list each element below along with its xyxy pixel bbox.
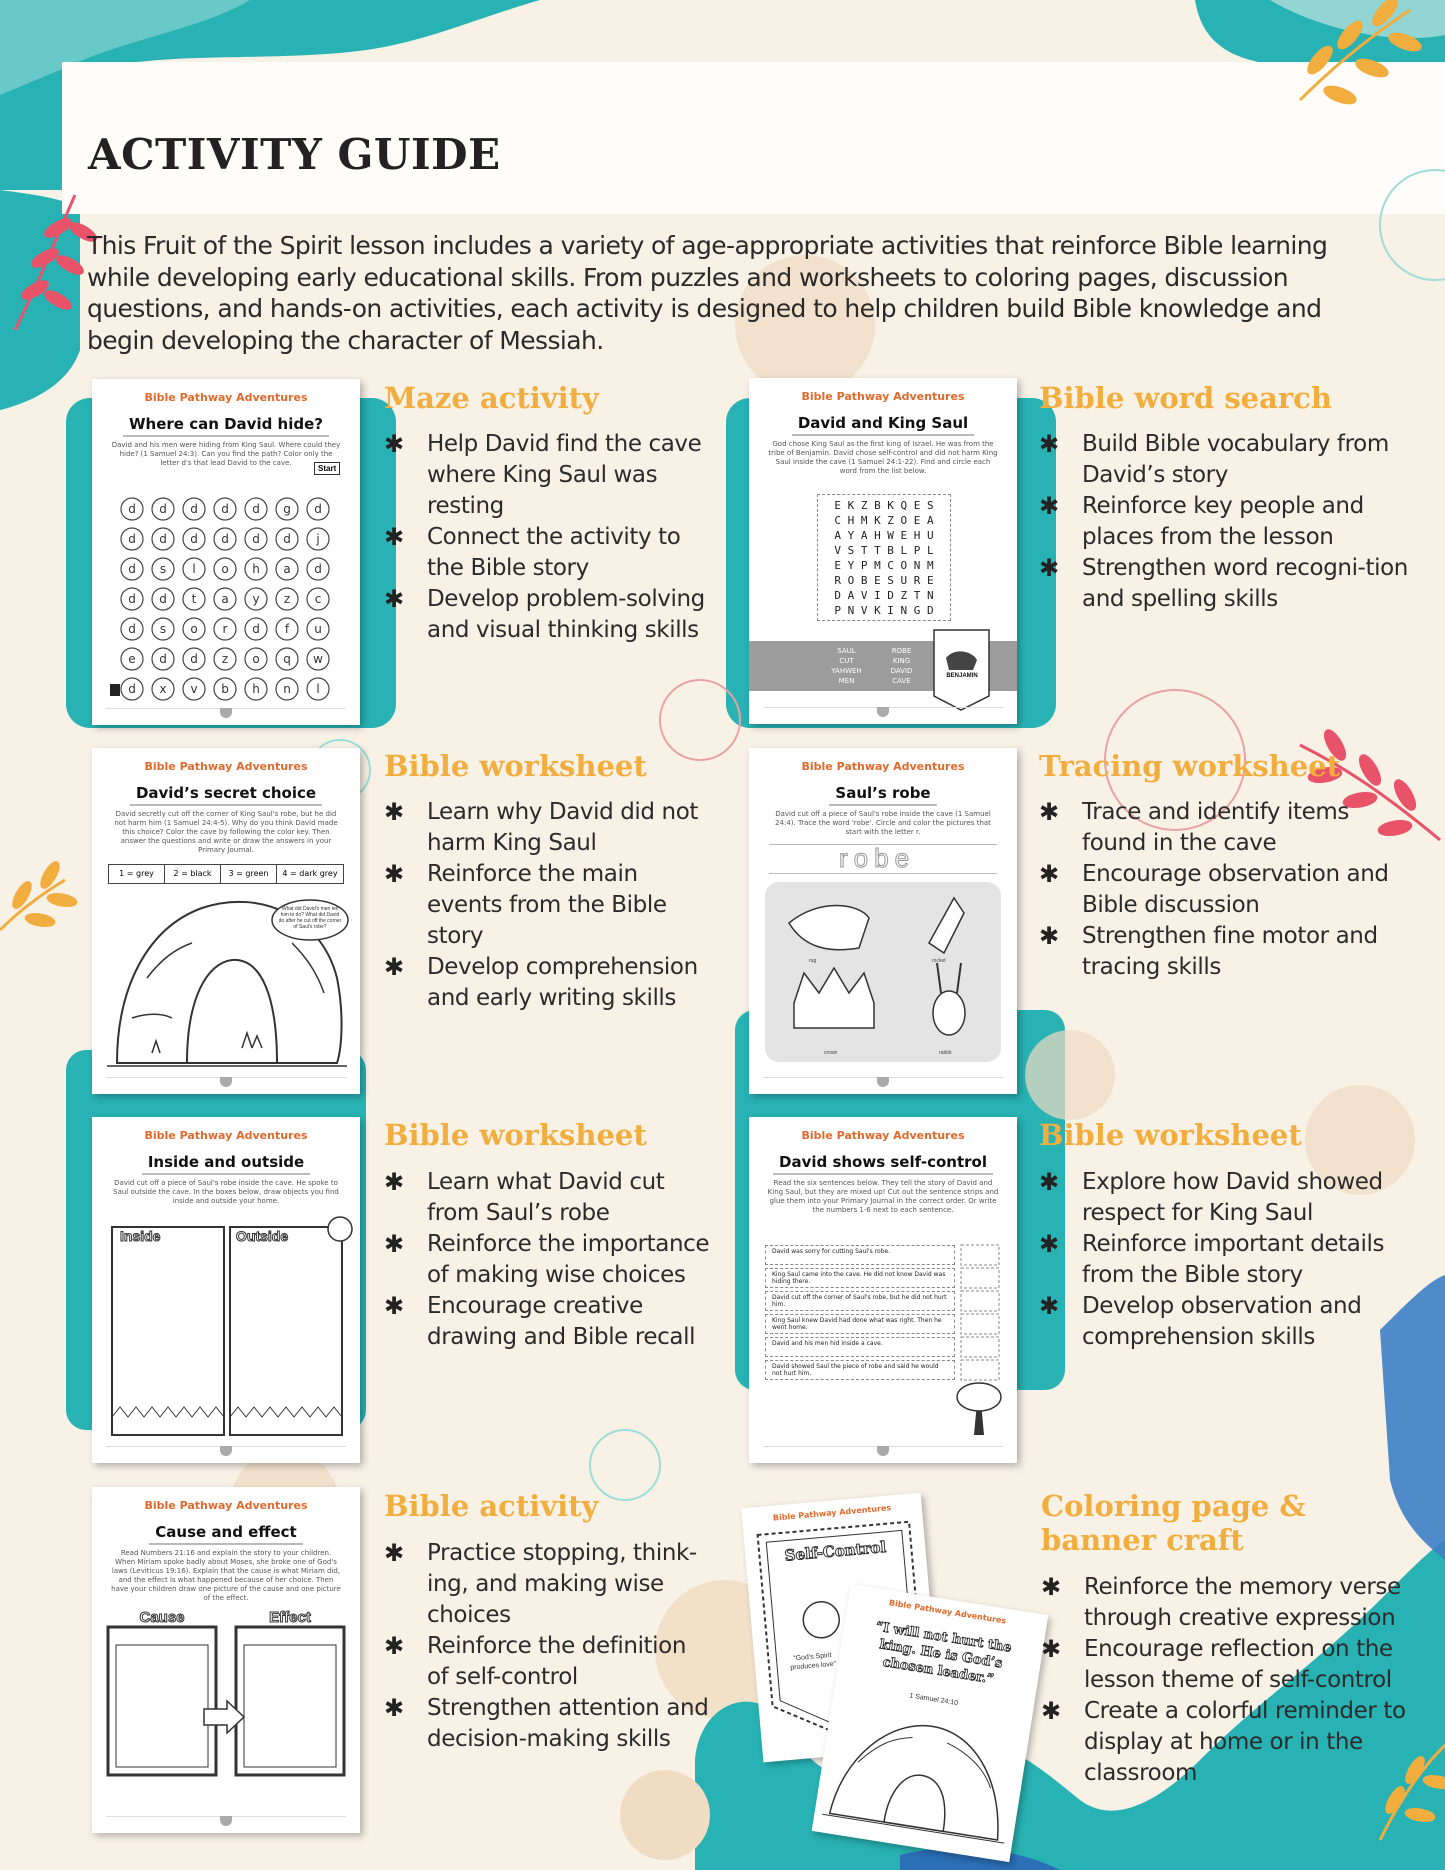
svg-text:d: d	[159, 592, 167, 606]
bullet-item: ✱ Create a colorful reminder to display at home or in the classroom	[1041, 1696, 1411, 1789]
brand-logo: Bible Pathway Adventures	[888, 1598, 1007, 1626]
svg-text:f: f	[284, 622, 290, 636]
sentence-strip: David showed Saul the piece of robe and said he would not hurt him.	[765, 1360, 955, 1380]
page-title: ACTIVITY GUIDE	[88, 130, 501, 179]
bullet-item: ✱ Develop observation and comprehension skills	[1039, 1291, 1409, 1353]
svg-text:d: d	[159, 502, 167, 516]
word-grid-row: P N V K I N G D	[834, 604, 934, 617]
word-grid-row: R O B E S U R E	[834, 574, 934, 587]
svg-text:e: e	[128, 652, 136, 666]
bullet-item: ✱ Reinforce key people and places from the lesson	[1039, 491, 1409, 553]
svg-text:d: d	[128, 532, 136, 546]
svg-text:a: a	[221, 592, 229, 606]
bullet-item: ✱ Reinforce important details from the Bible story	[1039, 1229, 1409, 1291]
svg-text:d: d	[221, 502, 229, 516]
svg-text:d: d	[159, 532, 167, 546]
word-list-item: YAHWEH	[831, 667, 862, 675]
box-label-inside: Inside	[120, 1228, 161, 1244]
svg-text:d: d	[252, 532, 260, 546]
box-label-effect: Effect	[269, 1609, 311, 1626]
bullet-list	[384, 1538, 714, 1755]
sauls-robe-thumbnail	[749, 748, 1017, 1094]
word-grid-row: E K Z B K Q E S	[834, 499, 934, 512]
inside-outside-thumbnail	[92, 1117, 360, 1463]
bullet-item: ✱ Reinforce the main events from the Bible story	[384, 859, 714, 952]
svg-text:d: d	[221, 532, 229, 546]
section-title: Bible activity	[384, 1489, 599, 1523]
svg-text:s: s	[159, 622, 167, 636]
worksheet-instructions: Read the six sentences below. They tell the story of David and King Saul, but they are mixed up! Cut out the sentence strips and glue them into your Primary Journal in the correct order. Or write the numbers 1-6 next to each sentence.	[767, 1179, 999, 1214]
svg-text:z: z	[283, 592, 291, 606]
banner-label: BENJAMIN	[946, 673, 978, 679]
svg-text:v: v	[190, 682, 198, 696]
word-list-item: ROBE	[891, 647, 912, 655]
word-grid-row: A Y A H W E H U	[834, 529, 934, 542]
svg-text:g: g	[283, 502, 291, 516]
bullet-list	[1039, 797, 1409, 983]
svg-text:s: s	[159, 562, 167, 576]
brand-logo: Bible Pathway Adventures	[144, 1129, 308, 1142]
worksheet-title: David and King Saul	[792, 414, 974, 436]
svg-text:d: d	[128, 622, 136, 636]
svg-text:d: d	[128, 592, 136, 606]
bullet-item: ✱ Reinforce the memory verse through creative expression	[1041, 1572, 1411, 1634]
start-label: Start	[314, 462, 340, 475]
bullet-item: ✱ Strengthen fine motor and tracing skills	[1039, 921, 1409, 983]
sentence-strip: King Saul knew David had done what was right. Then he went home.	[765, 1314, 955, 1334]
secret-choice-thumbnail	[92, 748, 360, 1094]
sentence-strip: King Saul came into the cave. He did not know David was hiding there.	[765, 1268, 955, 1288]
svg-text:d: d	[128, 502, 136, 516]
bullet-item: ✱ Build Bible vocabulary from David’s story	[1039, 429, 1409, 491]
bullet-list	[384, 1167, 714, 1353]
worksheet-title: Where can David hide?	[123, 415, 329, 437]
bullet-item: ✱ Reinforce the definition of self-control	[384, 1631, 714, 1693]
box-label-cause: Cause	[139, 1609, 185, 1626]
worksheet-title: Cause and effect	[149, 1523, 302, 1545]
word-list-item: CAVE	[892, 677, 911, 685]
section-title: Bible word search	[1039, 381, 1332, 415]
sentence-strip: David and his men hid inside a cave.	[765, 1337, 955, 1357]
svg-text:r: r	[222, 622, 228, 636]
cause-effect-boxes	[92, 1487, 360, 1833]
word-list-item: SAUL	[837, 647, 856, 655]
svg-text:d: d	[190, 652, 198, 666]
bullet-item: ✱ Explore how David showed respect for King Saul	[1039, 1167, 1409, 1229]
brand-logo: Bible Pathway Adventures	[801, 760, 965, 773]
worksheet-instructions: David cut off a piece of Saul's robe inside the cave. He spoke to Saul outside the cave. In the boxes below, draw objects you find inside and outside your home.	[113, 1179, 339, 1205]
svg-text:l: l	[316, 682, 320, 696]
bullet-item: ✱ Strengthen word recogni-tion and spelling skills	[1039, 553, 1409, 615]
bullet-list	[1041, 1572, 1411, 1789]
cave-coloring-icon	[812, 1584, 1049, 1862]
section-title: Bible worksheet	[384, 749, 647, 783]
color-key-item: 4 = dark grey	[282, 869, 338, 878]
svg-text:d: d	[190, 502, 198, 516]
svg-text:d: d	[252, 502, 260, 516]
color-key-item: 1 = grey	[109, 865, 165, 883]
bullet-item: ✱ Develop comprehension and early writing skills	[384, 952, 714, 1014]
brand-logo: Bible Pathway Adventures	[801, 390, 965, 403]
color-key-item: 2 = black	[165, 865, 221, 883]
section-title: Bible worksheet	[1039, 1118, 1302, 1152]
banner-title: Self-Control	[783, 1537, 887, 1565]
svg-text:u: u	[314, 622, 322, 636]
bullet-item: ✱ Develop problem-solving and visual thinking skills	[384, 584, 714, 646]
bullet-item: ✱ Connect the activity to the Bible story	[384, 522, 714, 584]
picture-label: rug	[809, 958, 817, 964]
brand-logo: Bible Pathway Adventures	[144, 1499, 308, 1512]
svg-text:c: c	[314, 592, 322, 606]
trace-word: robe	[769, 844, 997, 874]
svg-text:z: z	[221, 652, 229, 666]
svg-text:h: h	[252, 562, 260, 576]
box-label-outside: Outside	[236, 1228, 289, 1244]
maze-worksheet-thumbnail	[92, 379, 360, 725]
svg-text:b: b	[221, 682, 229, 696]
svg-text:d: d	[252, 622, 260, 636]
bullet-item: ✱ Strengthen attention and decision-making skills	[384, 1693, 714, 1755]
bullet-list	[1039, 429, 1409, 615]
picture-label: rabbit	[939, 1050, 952, 1056]
word-grid-row: E Y P M C O N M	[834, 559, 934, 572]
word-list-item: MEN	[838, 677, 855, 685]
word-list-item: CUT	[839, 657, 854, 665]
intro-paragraph: This Fruit of the Spirit lesson includes a variety of age-appropriate activities that reinforce Bible learning while developing early educational skills. From puzzles and worksheets to coloring pages, discussion questions, and hands-on activities, each activity is designed to help children build Bible knowledge and begin developing the character of Messiah.	[87, 231, 1328, 355]
word-list-item: DAVID	[890, 667, 913, 675]
worksheet-title: Inside and outside	[142, 1153, 310, 1175]
worksheet-instructions: David secretly cut off the corner of King Saul's robe, but he did not harm him (1 Samuel 24:4-5). Why do you think David made this choice? Color the cave by following the color key. Then answer the questions and write or draw the answers in your Primary Journal.	[114, 810, 338, 854]
section-title: Maze activity	[384, 381, 599, 415]
speech-bubble-text: What did David's men tell him to do? What did David do after he cut off the corner of Saul's robe?	[278, 906, 342, 930]
brand-logo: Bible Pathway Adventures	[801, 1129, 965, 1142]
svg-text:y: y	[252, 592, 260, 606]
svg-text:t: t	[191, 592, 197, 606]
section-title: Bible worksheet	[384, 1118, 647, 1152]
word-grid-row: D A V I D Z T N	[834, 589, 934, 602]
worksheet-title: Saul’s robe	[829, 784, 936, 806]
cause-effect-thumbnail	[92, 1487, 360, 1833]
sentence-strip: David was sorry for cutting Saul's robe.	[765, 1245, 955, 1265]
banner-verse: “God's Spirit produces love”	[790, 1652, 837, 1672]
svg-text:d: d	[159, 652, 167, 666]
svg-text:a: a	[283, 562, 291, 576]
svg-text:q: q	[283, 652, 291, 666]
section-title: Coloring page & banner craft	[1041, 1489, 1306, 1557]
svg-text:l: l	[192, 562, 196, 576]
svg-text:o: o	[252, 652, 260, 666]
svg-text:w: w	[313, 652, 323, 666]
worksheet-instructions: God chose King Saul as the first king of Israel. He was from the tribe of Benjamin. David chose self-control and did not harm King Saul inside the cave (1 Samuel 24:1-22). Find and circle each word from the list below.	[768, 440, 998, 475]
bullet-item: ✱ Encourage observation and Bible discussion	[1039, 859, 1409, 921]
word-list-item: KING	[892, 657, 911, 665]
bullet-item: ✱ Help David find the cave where King Saul was resting	[384, 429, 714, 522]
svg-text:d: d	[128, 682, 136, 696]
picture-label: rocket	[932, 958, 946, 964]
section-title: Tracing worksheet	[1039, 749, 1341, 783]
memory-verse: “I will not hurt the king. He is God’s chosen leader.”	[874, 1619, 1013, 1688]
bullet-item: ✱ Reinforce the importance of making wise choices	[384, 1229, 714, 1291]
picture-label: crown	[824, 1050, 838, 1056]
svg-text:o: o	[190, 622, 198, 636]
word-grid-row: V S T T B L P L	[834, 544, 934, 557]
svg-text:o: o	[221, 562, 229, 576]
sentence-strip: David cut off the corner of Saul's robe, but he did not hurt him.	[765, 1291, 955, 1311]
memory-verse-coloring-thumbnail	[812, 1584, 1049, 1862]
two-drawing-boxes	[92, 1117, 360, 1463]
maze-letter-grid	[92, 379, 360, 725]
svg-text:j: j	[316, 532, 320, 546]
verse-reference: 1 Samuel 24:10	[908, 1692, 959, 1708]
bullet-item: ✱ Trace and identify items found in the cave	[1039, 797, 1409, 859]
bullet-item: ✱ Practice stopping, think-ing, and making wise choices	[384, 1538, 714, 1631]
worksheet-instructions: David and his men were hiding from King Saul. Where could they hide? (1 Samuel 24:3). Can you find the path? Color only the letter d's that lead David to the cave.	[111, 441, 341, 467]
color-key-item: 3 = green	[221, 865, 277, 883]
worksheet-instructions: David cut off a piece of Saul's robe inside the cave (1 Samuel 24:4). Trace the word 'robe'. Circle and color the pictures that start with the letter r.	[775, 810, 991, 836]
worksheet-instructions: Read Numbers 21:16 and explain the story to your children. When Miriam spoke badly about Moses, she broke one of God's laws (Leviticus 19:16). Explain that the cause is what Miriam did, and the effect is what happened because of her choice. Then have your children draw one picture of the cause and one picture of the effect.	[111, 1549, 341, 1602]
bullet-item: ✱ Learn why David did not harm King Saul	[384, 797, 714, 859]
word-grid-row: C H M K Z O E A	[834, 514, 934, 527]
svg-text:x: x	[159, 682, 167, 696]
word-search-thumbnail	[749, 378, 1017, 724]
bullet-item: ✱ Encourage reflection on the lesson theme of self-control	[1041, 1634, 1411, 1696]
worksheet-title: David shows self-control	[773, 1153, 993, 1175]
svg-text:d: d	[314, 502, 322, 516]
cave-items-panel	[749, 748, 1017, 1094]
svg-text:d: d	[314, 562, 322, 576]
self-control-sequence-thumbnail	[749, 1117, 1017, 1463]
brand-logo: Bible Pathway Adventures	[772, 1503, 892, 1523]
worksheet-title: David’s secret choice	[130, 784, 322, 806]
bullet-item: ✱ Learn what David cut from Saul’s robe	[384, 1167, 714, 1229]
bullet-item: ✱ Encourage creative drawing and Bible recall	[384, 1291, 714, 1353]
brand-logo: Bible Pathway Adventures	[144, 391, 308, 404]
bullet-list	[384, 429, 714, 646]
bullet-list	[1039, 1167, 1409, 1353]
bullet-list	[384, 797, 714, 1014]
brand-logo: Bible Pathway Adventures	[144, 760, 308, 773]
svg-text:d: d	[190, 532, 198, 546]
svg-text:d: d	[283, 532, 291, 546]
number-boxes-and-tree	[749, 1117, 1017, 1463]
svg-text:n: n	[283, 682, 291, 696]
svg-text:d: d	[128, 562, 136, 576]
svg-text:h: h	[252, 682, 260, 696]
